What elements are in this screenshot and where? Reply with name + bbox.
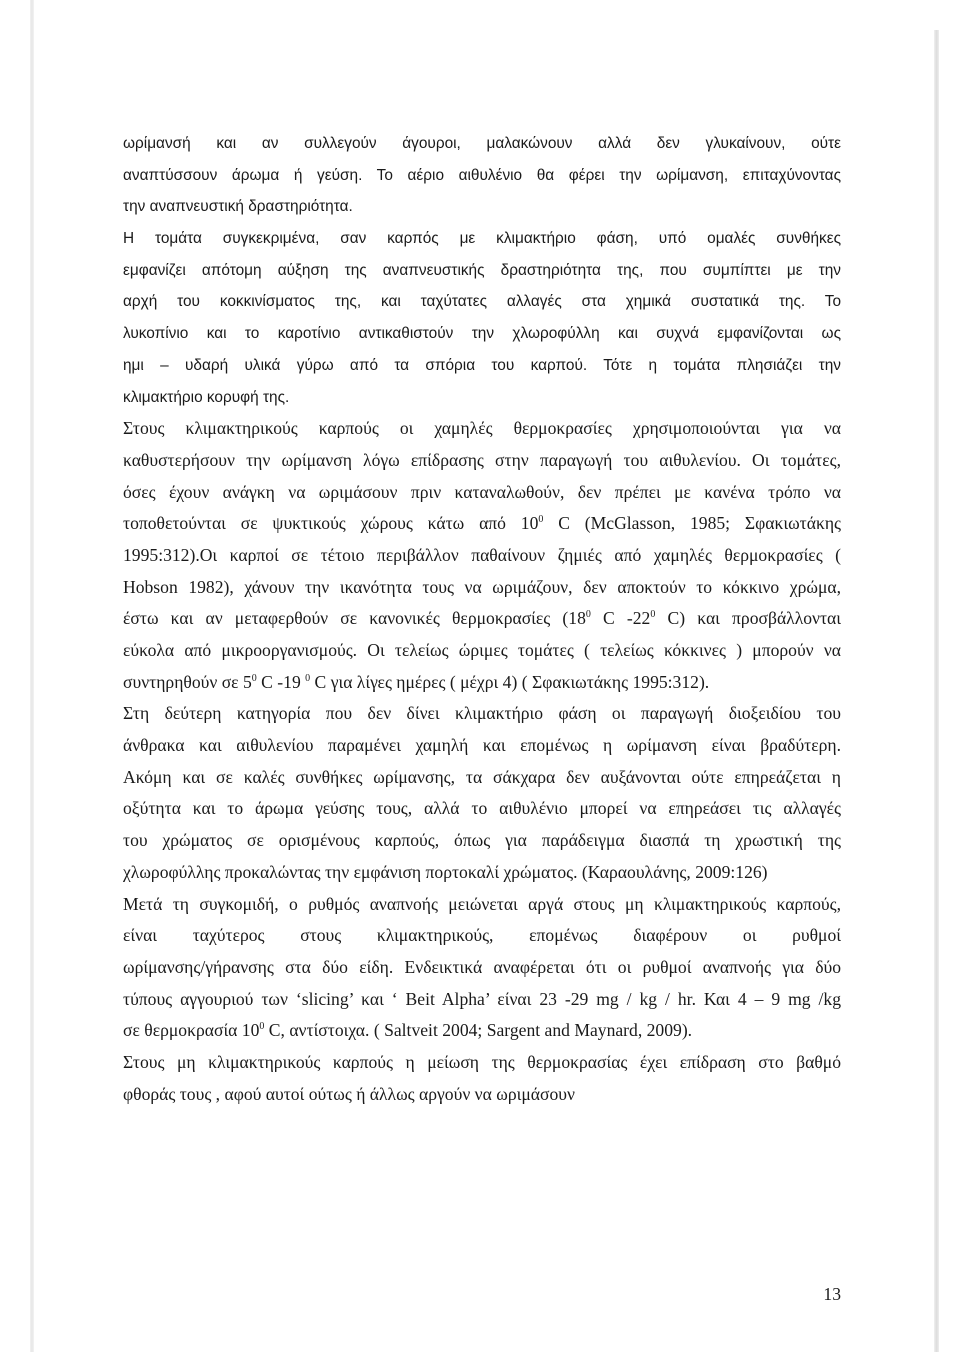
superscript: 0 [585, 609, 591, 621]
text-line [123, 603, 841, 635]
document-body [123, 128, 841, 1110]
text-line: εμφανίζει απότομη αύξηση της αναπνευστικής δραστηριότητα της, που συμπίπτει με την [123, 261, 841, 279]
text-line: είναι ταχύτερος στους κλιμακτηρικούς, επομένως διαφέρουν οι ρυθμοί [123, 925, 841, 946]
text-line: Hobson 1982), χάνουν την ικανότητα τους να ωριμάζουν, δεν αποκτούν το κόκκινο χρώμα, [123, 576, 841, 597]
text-line: Μετά τη συγκομιδή, ο ρυθμός αναπνοής μειώνεται αργά στους μη κλιμακτηρικούς καρπούς, [123, 893, 841, 914]
text-line: τύπους αγγουριού των ‘slicing’ και ‘ Beit Alpha’ είναι 23 -29 mg / kg / hr. Και 4 – 9 mg /kg [123, 988, 841, 1009]
superscript: 0 [538, 514, 544, 526]
scan-edge-right [934, 30, 939, 1352]
scan-edge-left [30, 0, 34, 1352]
text-segment: C -22 [590, 608, 651, 629]
superscript: 0 [259, 1021, 265, 1033]
text-line: Ακόμη και σε καλές συνθήκες ωρίμανσης, τα σάκχαρα δεν αυξάνονται ούτε επηρεάζεται η [123, 766, 841, 787]
text-line: 1995:312).Οι καρποί σε τέτοιο περιβάλλον παθαίνουν ζημιές από χαμηλές θερμοκρασίες ( [123, 544, 841, 565]
text-segment: τοποθετούνται σε ψυκτικούς χώρους κάτω από 10 [123, 513, 539, 534]
text-line [123, 1015, 841, 1047]
text-segment: C για λίγες ημέρες ( μέχρι 4) ( Σφακιωτάκης 1995:312). [310, 671, 710, 692]
text-line: κλιμακτήριο κορυφή της. [123, 388, 290, 406]
text-line: οξύτητα και το άρωμα γεύσης τους, αλλά το αιθυλένιο μπορεί να επηρεάσει τις αλλαγές [123, 798, 841, 819]
text-line: Στους κλιμακτηρικούς καρπούς οι χαμηλές θερμοκρασίες χρησιμοποιούνται για να [123, 418, 841, 439]
page-number: 13 [823, 1284, 841, 1304]
text-line [123, 508, 841, 540]
text-line: χλωροφύλλης προκαλώντας την εμφάνιση πορτοκαλί χρώματος. (Καραουλάνης, 2009:126) [123, 861, 768, 882]
text-line: καθυστερήσουν την ωρίμανση λόγω επίδρασης στην παραγωγή του αιθυλενίου. Οι τομάτες, [123, 449, 841, 470]
text-line: όσες έχουν ανάγκη να ωριμάσουν πριν καταναλωθούν, δεν πρέπει με κανένα τρόπο να [123, 481, 841, 502]
text-line: Η τομάτα συγκεκριμένα, σαν καρπός με κλιμακτήριο φάση, υπό ομαλές συνθήκες [123, 230, 841, 248]
text-line [123, 667, 841, 699]
text-line: Στη δεύτερη κατηγορία που δεν δίνει κλιμακτήριο φάση οι παραγωγή διοξειδίου του [123, 703, 841, 724]
text-segment: σε θερμοκρασία 10 [123, 1020, 260, 1041]
text-line: φθοράς τους , αφού αυτοί ούτως ή άλλως αργούν να ωριμάσουν [123, 1083, 575, 1104]
text-line: αναπτύσσουν άρωμα ή γεύση. Το αέριο αιθυλένιο θα φέρει την ωρίμανση, επιταχύνοντας [123, 166, 841, 184]
text-line: του χρώματος σε ορισμένους καρπούς, όπως για παράδειγμα διασπά τη χρωστική της [123, 830, 841, 851]
text-line: ωρίμανσης/γήρανσης στα δύο είδη. Ενδεικτικά αναφέρεται ότι οι ρυθμοί αναπνοής για δύο [123, 956, 841, 977]
text-line: άνθρακα και αιθυλενίου παραμένει χαμηλή και επομένως η ωρίμανση είναι βραδύτερη. [123, 735, 841, 756]
superscript: 0 [650, 609, 656, 621]
text-segment: C (McGlasson, 1985; Σφακιωτάκης [543, 513, 841, 534]
text-segment: C) και προσβάλλονται [655, 608, 841, 629]
text-line: Στους μη κλιμακτηρικούς καρπούς η μείωση της θερμοκρασίας έχει επίδραση στο βαθμό [123, 1051, 841, 1072]
text-segment: C, αντίστοιχα. ( Saltveit 2004; Sargent and Maynard, 2009). [264, 1020, 693, 1041]
text-segment: C -19 [256, 671, 306, 692]
text-line: ωρίμανσή και αν συλλεγούν άγουροι, μαλακώνουν αλλά δεν γλυκαίνουν, ούτε [123, 135, 841, 152]
text-line: αρχή του κοκκινίσματος της, και ταχύτατες αλλαγές στα χημικά συστατικά της. Το [123, 293, 841, 311]
text-segment: έστω και αν μεταφερθούν σε κανονικές θερμοκρασίες (18 [123, 608, 586, 629]
text-line: την αναπνευστική δραστηριότητα. [123, 198, 353, 216]
text-segment: συντηρηθούν σε 5 [123, 671, 252, 692]
text-line: ημι – υδαρή υλικά γύρω από τα σπόρια του καρπού. Τότε η τομάτα πλησιάζει την [123, 356, 841, 374]
text-line: εύκολα από μικροοργανισμούς. Οι τελείως ώριμες τομάτες ( τελείως κόκκινες ) μπορούν να [123, 640, 841, 660]
text-line: λυκοπίνιο και το καροτίνιο αντικαθιστούν την χλωροφύλλη και συχνά εμφανίζονται ως [123, 325, 841, 343]
superscript: 0 [305, 672, 311, 684]
superscript: 0 [251, 672, 257, 684]
